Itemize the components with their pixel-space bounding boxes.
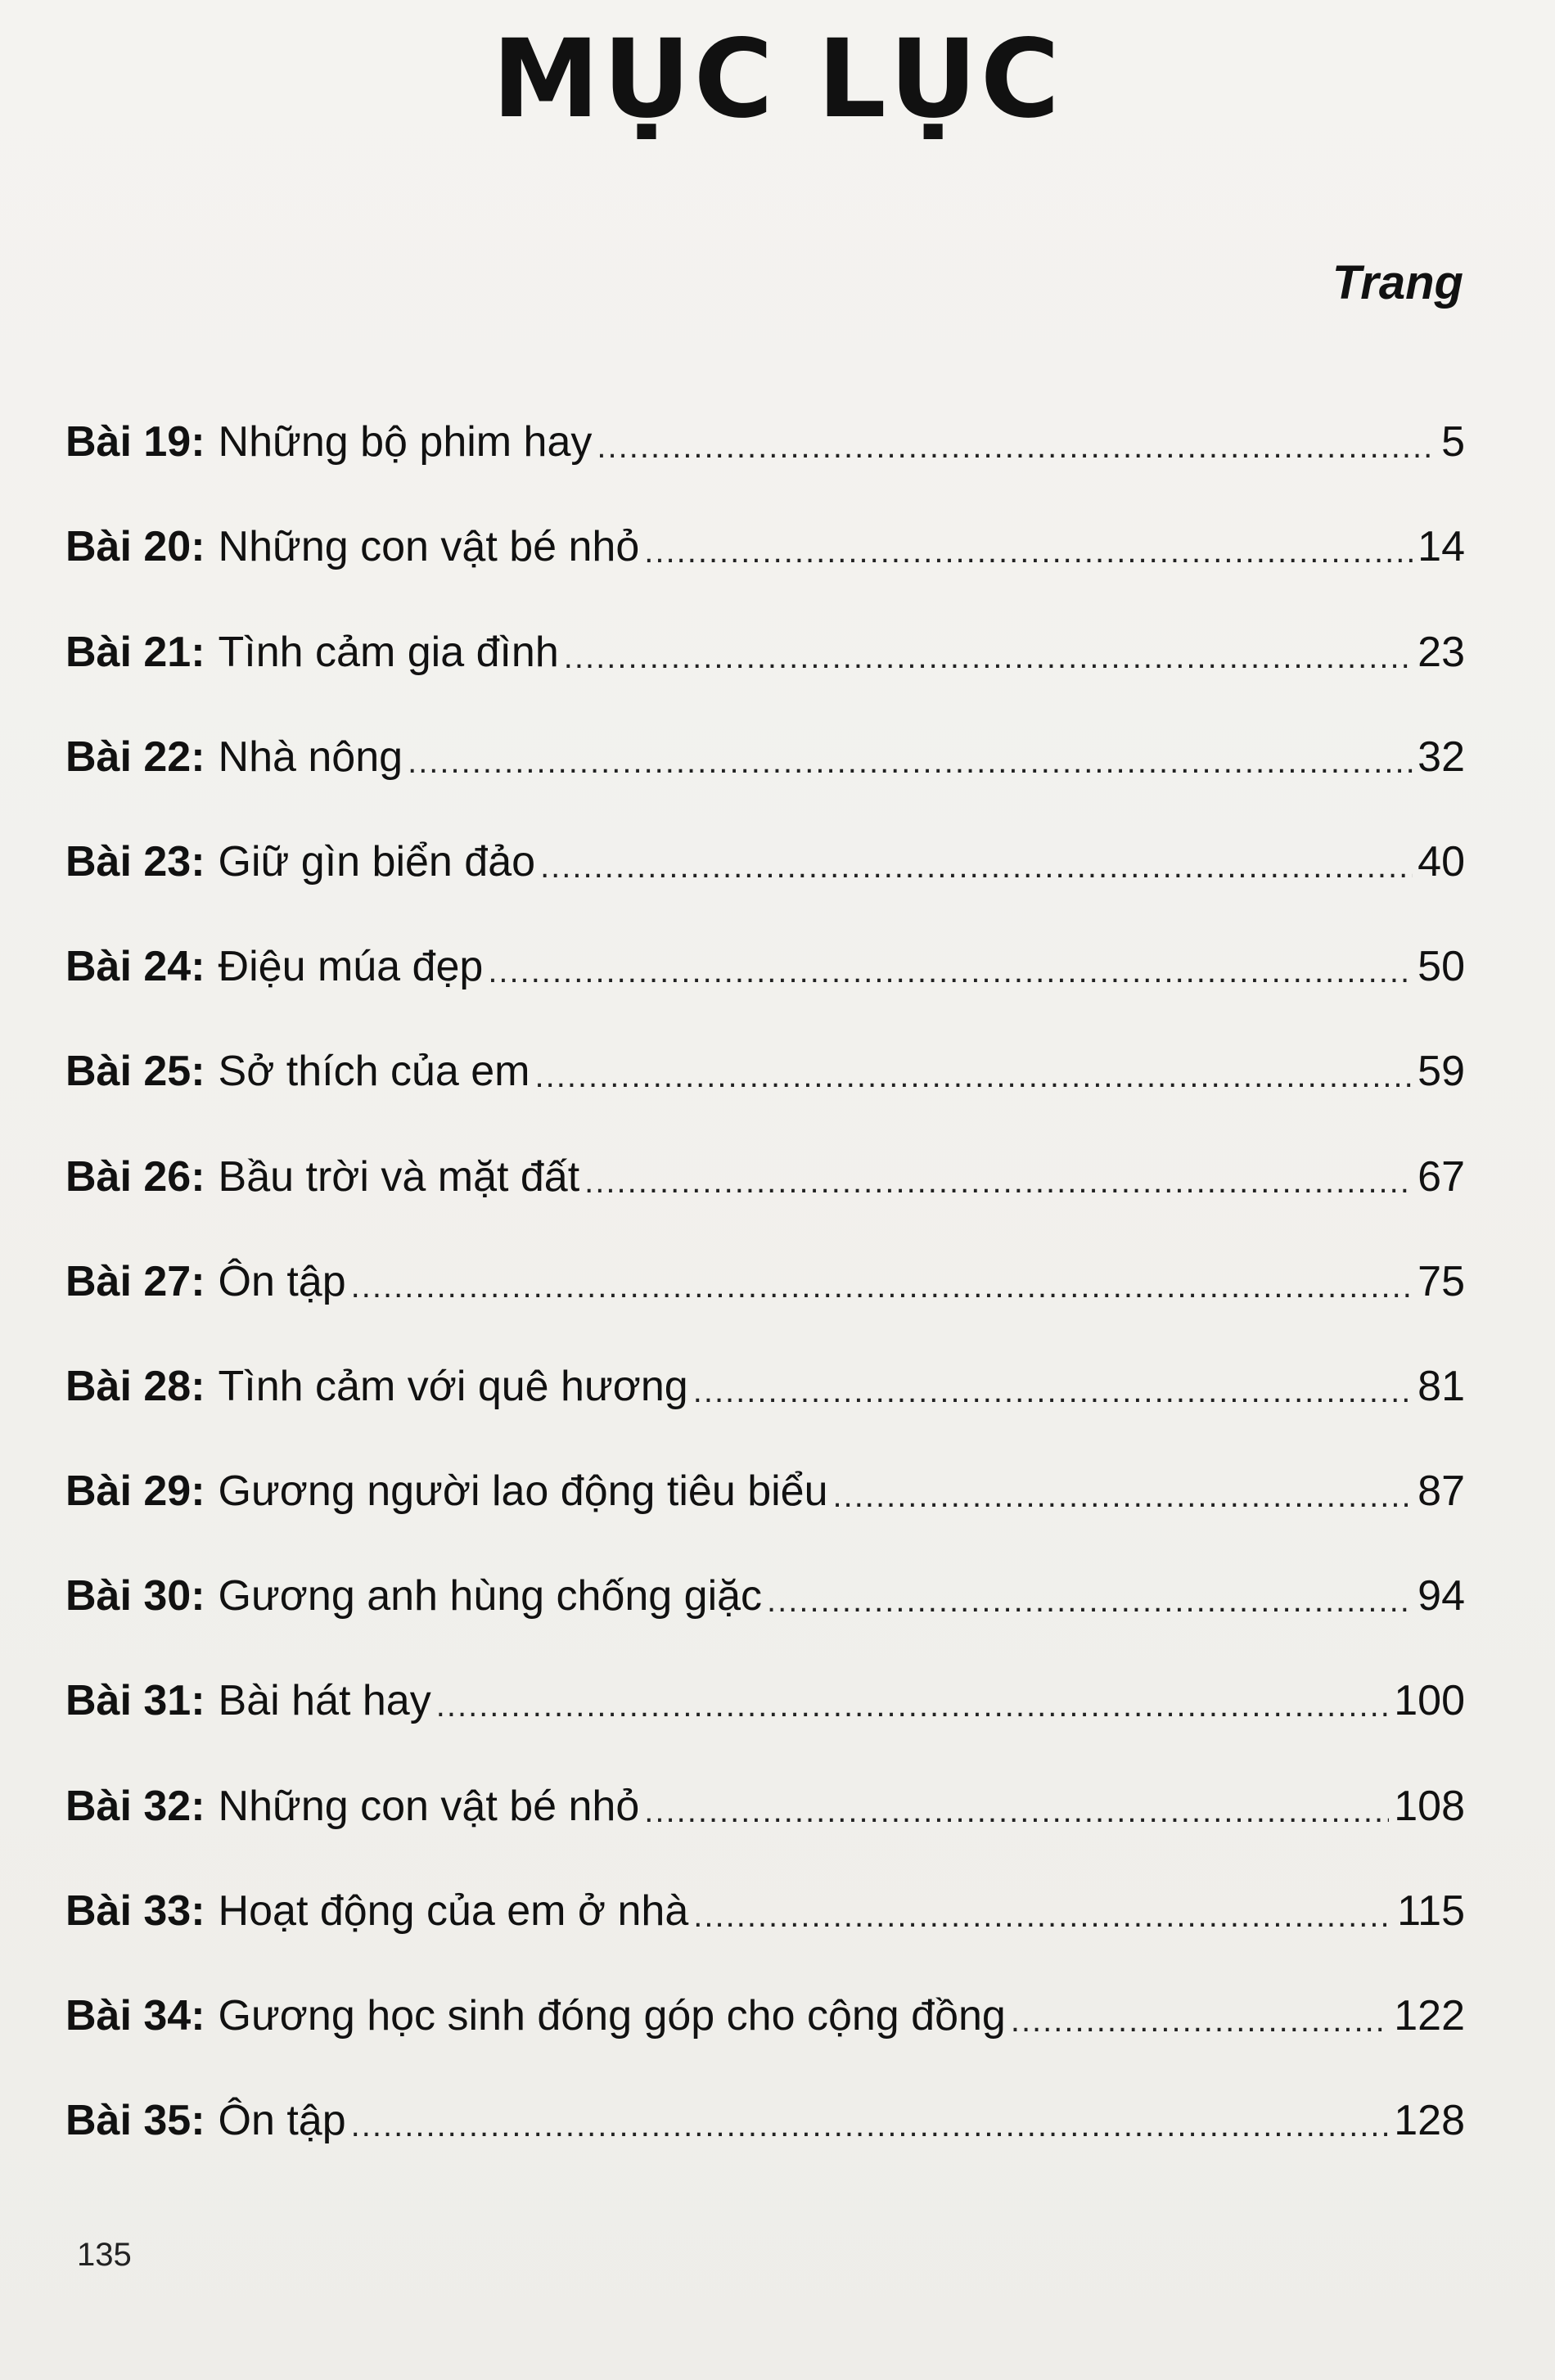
toc-entry-number: Bài 25 <box>65 1048 192 1096</box>
toc-entry-colon: : <box>191 1048 205 1096</box>
toc-entry-number: Bài 26 <box>65 1152 192 1201</box>
toc-entry-page: 122 <box>1394 1992 1465 2040</box>
toc-dot-leader <box>534 1060 1413 1093</box>
toc-entry-number: Bài 21 <box>65 628 192 676</box>
toc-entry-page: 40 <box>1418 837 1465 886</box>
toc-entry-colon: : <box>191 1886 205 1935</box>
toc-entry <box>65 1198 1465 1303</box>
toc-entry-colon: : <box>191 628 205 676</box>
toc-entry-title: Giữ gìn biển đảo <box>218 837 536 886</box>
toc-entry-title: Những bộ phim hay <box>218 418 593 467</box>
toc-entry-number: Bài 31 <box>65 1677 192 1725</box>
toc-entry <box>65 988 1465 1096</box>
toc-entry-colon: : <box>191 1467 205 1516</box>
toc-entry-colon: : <box>191 1362 205 1410</box>
toc-entry-title: Ôn tập <box>218 2097 346 2145</box>
toc-entry-page: 87 <box>1418 1467 1465 1516</box>
toc-entry-colon: : <box>191 418 205 467</box>
toc-entry-page: 115 <box>1397 1886 1465 1935</box>
toc-entry-page: 128 <box>1394 2097 1465 2145</box>
toc-entry-number: Bài 23 <box>65 837 192 886</box>
toc-entry-colon: : <box>191 1257 205 1305</box>
toc-entry-number: Bài 33 <box>65 1886 192 1935</box>
toc-entry-page: 81 <box>1418 1362 1465 1410</box>
toc-entry <box>65 778 1465 886</box>
toc-entry <box>65 1722 1465 1830</box>
toc-entry-number: Bài 30 <box>65 1572 192 1620</box>
toc-entry-colon: : <box>191 1782 205 1830</box>
toc-entry-page: 94 <box>1418 1572 1465 1620</box>
toc-dot-leader <box>488 955 1413 988</box>
toc-dot-leader <box>693 1900 1392 1932</box>
toc-entry-number: Bài 24 <box>65 943 192 991</box>
toc-entry-title: Gương học sinh đóng góp cho cộng đồng <box>218 1992 1006 2040</box>
toc-entry-colon: : <box>191 1152 205 1201</box>
toc-entry <box>65 568 1465 676</box>
toc-entry-number: Bài 20 <box>65 523 192 571</box>
toc-entry-title: Sở thích của em <box>218 1048 530 1096</box>
toc-entry <box>65 1512 1465 1620</box>
toc-entry-number: Bài 32 <box>65 1782 192 1830</box>
toc-entry-colon: : <box>191 523 205 571</box>
toc-entry-title: Gương người lao động tiêu biểu <box>218 1467 828 1516</box>
toc-entry-page: 100 <box>1394 1677 1465 1725</box>
toc-entry-page: 23 <box>1418 628 1465 676</box>
toc-entry-title: Bầu trời và mặt đất <box>218 1152 580 1201</box>
toc-dot-leader <box>408 746 1413 778</box>
toc-entry <box>65 883 1465 991</box>
toc-entry-colon: : <box>191 943 205 991</box>
toc-entry <box>65 1093 1465 1201</box>
table-of-contents <box>65 358 1465 2145</box>
toc-dot-leader <box>351 1270 1413 1303</box>
toc-entry <box>65 2037 1465 2145</box>
toc-entry-page: 67 <box>1418 1152 1465 1201</box>
toc-entry <box>65 463 1465 571</box>
toc-entry-number: Bài 35 <box>65 2097 192 2145</box>
toc-entry-title: Gương anh hùng chống giặc <box>218 1572 763 1620</box>
toc-entry <box>65 1617 1465 1725</box>
toc-entry-page: 5 <box>1441 418 1465 467</box>
toc-entry-number: Bài 22 <box>65 732 192 781</box>
toc-entry-page: 50 <box>1418 943 1465 991</box>
toc-entry-colon: : <box>191 732 205 781</box>
toc-entry-page: 75 <box>1418 1257 1465 1305</box>
toc-entry-number: Bài 29 <box>65 1467 192 1516</box>
toc-entry <box>65 1828 1465 1935</box>
toc-dot-leader <box>644 535 1413 568</box>
toc-entry <box>65 1408 1465 1516</box>
toc-entry-title: Tình cảm với quê hương <box>218 1362 688 1410</box>
toc-dot-leader <box>436 1689 1390 1722</box>
toc-entry <box>65 674 1465 781</box>
toc-entry-colon: : <box>191 1677 205 1725</box>
toc-entry <box>65 1932 1465 2040</box>
toc-entry <box>65 358 1465 467</box>
toc-entry-colon: : <box>191 2097 205 2145</box>
toc-entry-number: Bài 27 <box>65 1257 192 1305</box>
toc-entry-colon: : <box>191 837 205 886</box>
page-title: MỤC LỤC <box>492 16 1063 142</box>
toc-entry-number: Bài 28 <box>65 1362 192 1410</box>
toc-dot-leader <box>644 1795 1389 1828</box>
toc-dot-leader <box>693 1375 1413 1408</box>
toc-entry-title: Nhà nông <box>218 732 403 781</box>
toc-entry-page: 32 <box>1418 732 1465 781</box>
toc-dot-leader <box>767 1584 1413 1617</box>
page-column-label: Trang <box>1332 256 1463 309</box>
toc-entry-title: Ôn tập <box>218 1257 346 1305</box>
toc-entry-title: Những con vật bé nhỏ <box>218 523 640 571</box>
toc-dot-leader <box>351 2109 1390 2142</box>
toc-dot-leader <box>540 850 1413 883</box>
toc-entry-title: Hoạt động của em ở nhà <box>218 1886 689 1935</box>
toc-entry-page: 59 <box>1418 1048 1465 1096</box>
toc-entry-title: Tình cảm gia đình <box>218 628 559 676</box>
toc-entry-page: 14 <box>1418 523 1465 571</box>
toc-dot-leader <box>597 430 1436 463</box>
toc-entry-page: 108 <box>1394 1782 1465 1830</box>
toc-entry-colon: : <box>191 1572 205 1620</box>
toc-dot-leader <box>1011 2004 1389 2037</box>
toc-dot-leader <box>833 1480 1413 1512</box>
toc-entry-title: Điệu múa đẹp <box>218 943 484 991</box>
toc-entry-number: Bài 34 <box>65 1992 192 2040</box>
toc-entry-title: Những con vật bé nhỏ <box>218 1782 640 1830</box>
toc-entry <box>65 1303 1465 1408</box>
toc-entry-number: Bài 19 <box>65 418 192 467</box>
toc-entry-colon: : <box>191 1992 205 2040</box>
toc-entry-title: Bài hát hay <box>218 1677 431 1725</box>
page-number: 135 <box>77 2237 132 2273</box>
toc-dot-leader <box>564 641 1413 674</box>
toc-dot-leader <box>584 1165 1413 1198</box>
